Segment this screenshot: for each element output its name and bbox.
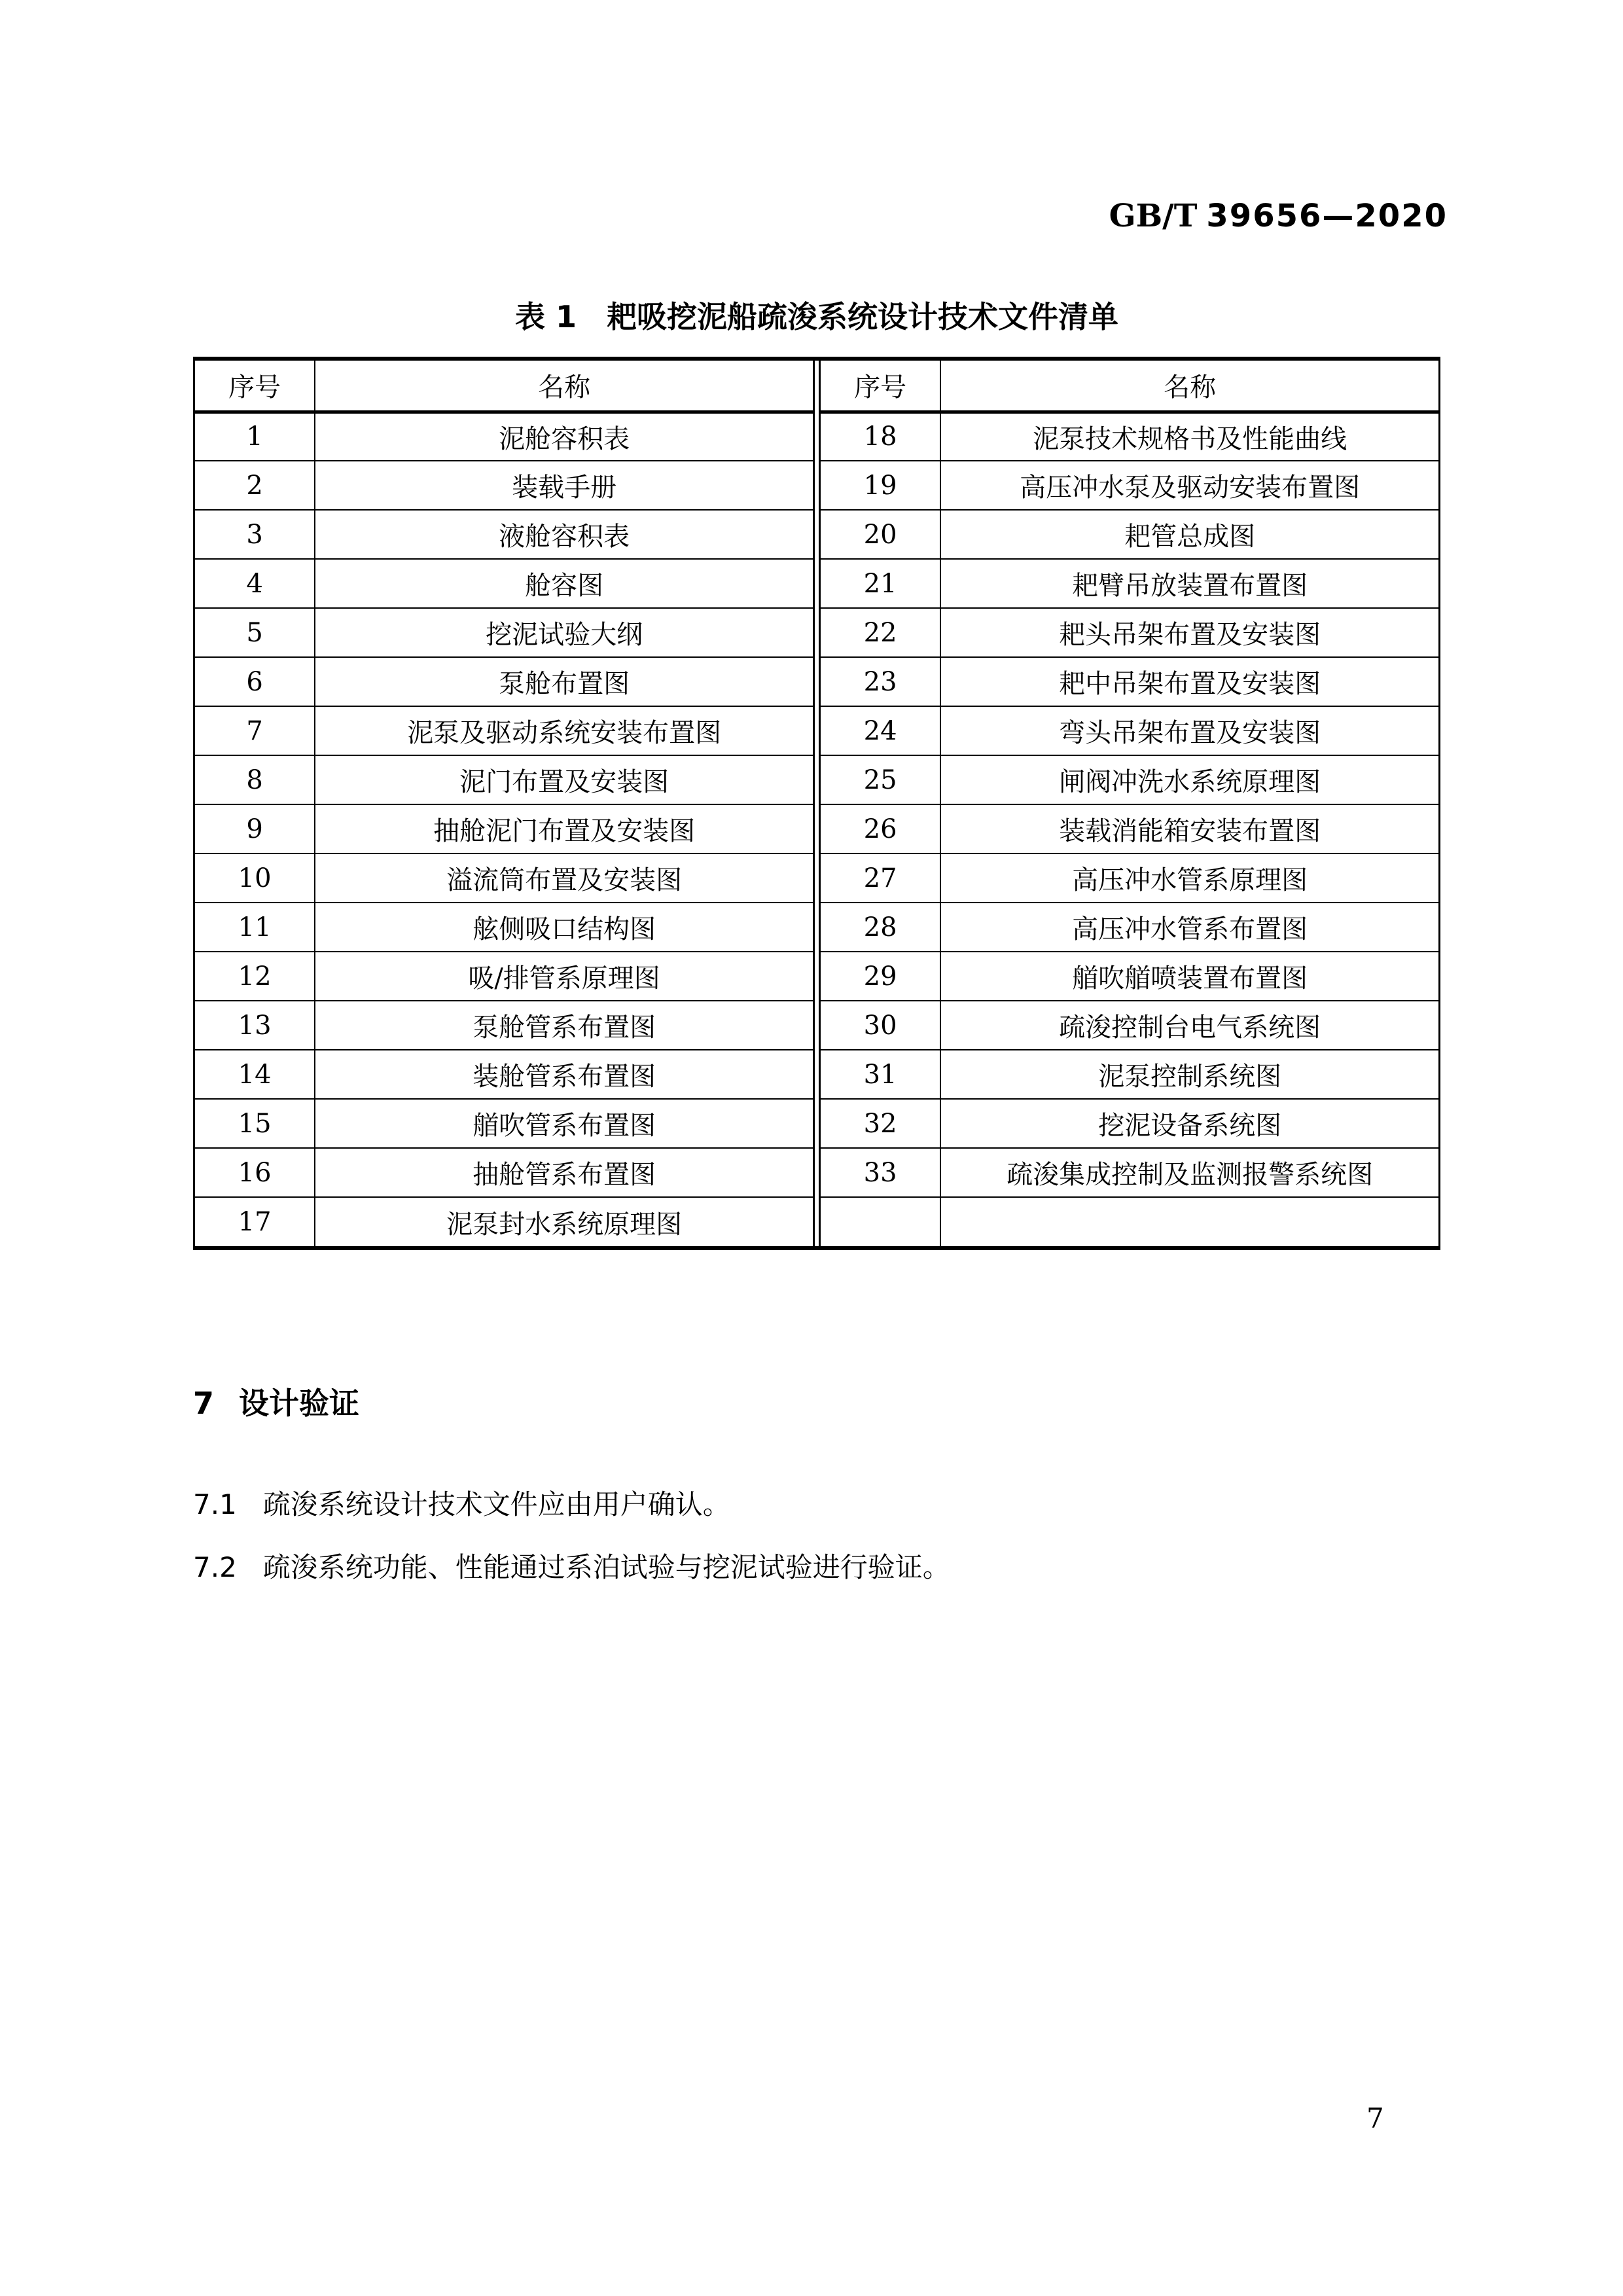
row-name-cell: 艏吹管系布置图 [315,1099,813,1148]
row-index-cell: 15 [194,1099,315,1148]
table-header-row [820,361,1440,412]
section-title: 设计验证 [239,1386,360,1421]
row-name-cell: 耙臂吊放装置布置图 [940,559,1439,608]
column-header-name: 名称 [940,361,1439,412]
clause-number: 7.2 [193,1551,237,1583]
table-row [820,1050,1440,1099]
row-name-cell: 溢流筒布置及安装图 [315,853,813,903]
row-name-cell: 抽舱泥门布置及安装图 [315,804,813,853]
technical-documents-table [193,357,1440,1250]
section-heading [193,1380,1440,1423]
table-left-half [193,361,815,1246]
table-row [820,853,1440,903]
clause-7-1 [193,1483,1440,1522]
row-name-cell: 疏浚控制台电气系统图 [940,1001,1439,1050]
column-header-index: 序号 [194,361,315,412]
row-index-cell: 22 [820,608,941,657]
clause-number: 7.1 [193,1488,237,1520]
table-row [820,1099,1440,1148]
clause-text: 疏浚系统功能、性能通过系泊试验与挖泥试验进行验证。 [262,1551,950,1583]
table-row [820,1197,1440,1246]
table-row [194,952,814,1001]
table-row [820,412,1440,461]
row-index-cell: 21 [820,559,941,608]
table-row [194,559,814,608]
table-row [820,804,1440,853]
table-row [194,1197,814,1246]
row-index-cell: 1 [194,412,315,461]
row-index-cell: 2 [194,461,315,510]
row-name-cell: 艏吹艏喷装置布置图 [940,952,1439,1001]
row-index-cell: 29 [820,952,941,1001]
row-index-cell: 14 [194,1050,315,1099]
page-number: 7 [1366,2102,1384,2134]
table-right-body [820,412,1440,1246]
table-caption: 表 1 耙吸挖泥船疏浚系统设计技术文件清单 [514,299,1119,334]
table-row [194,804,814,853]
row-name-cell: 吸/排管系原理图 [315,952,813,1001]
standard-code-prefix: GB/T [1109,198,1198,234]
table-row [194,903,814,952]
table-row [820,952,1440,1001]
row-index-cell: 26 [820,804,941,853]
row-name-cell: 装舱管系布置图 [315,1050,813,1099]
table-row [194,461,814,510]
row-name-cell: 耙管总成图 [940,510,1439,559]
table-row [820,755,1440,804]
row-name-cell: 耙头吊架布置及安装图 [940,608,1439,657]
row-name-cell: 泥泵及驱动系统安装布置图 [315,706,813,755]
row-name-cell: 泥泵封水系统原理图 [315,1197,813,1246]
column-header-name: 名称 [315,361,813,412]
row-index-cell: 25 [820,755,941,804]
row-name-cell: 装载消能箱安装布置图 [940,804,1439,853]
row-index-cell: 4 [194,559,315,608]
row-index-cell: 23 [820,657,941,706]
row-name-cell: 挖泥设备系统图 [940,1099,1439,1148]
row-name-cell: 闸阀冲洗水系统原理图 [940,755,1439,804]
table-row [820,1001,1440,1050]
row-index-cell: 17 [194,1197,315,1246]
table-right-half [819,361,1440,1246]
row-index-cell: 10 [194,853,315,903]
row-name-cell [940,1197,1439,1246]
row-name-cell: 弯头吊架布置及安装图 [940,706,1439,755]
table-header-row [194,361,814,412]
row-index-cell: 19 [820,461,941,510]
row-index-cell: 33 [820,1148,941,1197]
table-row [194,755,814,804]
row-index-cell: 6 [194,657,315,706]
row-index-cell: 11 [194,903,315,952]
row-name-cell: 高压冲水管系布置图 [940,903,1439,952]
row-index-cell: 30 [820,1001,941,1050]
table-row [820,657,1440,706]
row-index-cell: 32 [820,1099,941,1148]
table-row [194,706,814,755]
table-row [194,1050,814,1099]
row-index-cell: 7 [194,706,315,755]
table-row [194,657,814,706]
table-row [194,853,814,903]
row-name-cell: 疏浚集成控制及监测报警系统图 [940,1148,1439,1197]
standard-code [1109,198,1448,234]
table-row [194,608,814,657]
row-index-cell: 9 [194,804,315,853]
row-index-cell: 13 [194,1001,315,1050]
row-name-cell: 泥泵技术规格书及性能曲线 [940,412,1439,461]
row-name-cell: 高压冲水泵及驱动安装布置图 [940,461,1439,510]
table-row [820,510,1440,559]
section-number: 7 [193,1386,215,1421]
table-row [820,608,1440,657]
row-index-cell: 3 [194,510,315,559]
standard-code-number: 39656—2020 [1206,198,1448,234]
row-index-cell: 24 [820,706,941,755]
table-left-body [194,412,814,1246]
section-7 [193,1380,1440,1609]
row-index-cell: 20 [820,510,941,559]
row-index-cell: 16 [194,1148,315,1197]
row-name-cell: 高压冲水管系原理图 [940,853,1439,903]
row-index-cell: 18 [820,412,941,461]
row-index-cell: 8 [194,755,315,804]
table-row [820,903,1440,952]
table-row [194,510,814,559]
row-name-cell: 挖泥试验大纲 [315,608,813,657]
row-name-cell: 装载手册 [315,461,813,510]
table-row [820,706,1440,755]
row-index-cell: 28 [820,903,941,952]
row-name-cell: 泥门布置及安装图 [315,755,813,804]
row-name-cell: 泥舱容积表 [315,412,813,461]
row-index-cell: 12 [194,952,315,1001]
table-row [194,412,814,461]
table-row [194,1148,814,1197]
row-index-cell: 27 [820,853,941,903]
row-index-cell: 5 [194,608,315,657]
row-name-cell: 耙中吊架布置及安装图 [940,657,1439,706]
clause-7-2 [193,1546,1440,1585]
table-row [820,1148,1440,1197]
column-header-index: 序号 [820,361,941,412]
row-name-cell: 抽舱管系布置图 [315,1148,813,1197]
table-row [820,559,1440,608]
row-index-cell [820,1197,941,1246]
row-name-cell: 泵舱管系布置图 [315,1001,813,1050]
row-name-cell: 泵舱布置图 [315,657,813,706]
table-row [194,1001,814,1050]
clause-text: 疏浚系统设计技术文件应由用户确认。 [262,1488,730,1520]
row-name-cell: 舷侧吸口结构图 [315,903,813,952]
row-index-cell: 31 [820,1050,941,1099]
table-row [194,1099,814,1148]
table-row [820,461,1440,510]
row-name-cell: 舱容图 [315,559,813,608]
row-name-cell: 液舱容积表 [315,510,813,559]
row-name-cell: 泥泵控制系统图 [940,1050,1439,1099]
